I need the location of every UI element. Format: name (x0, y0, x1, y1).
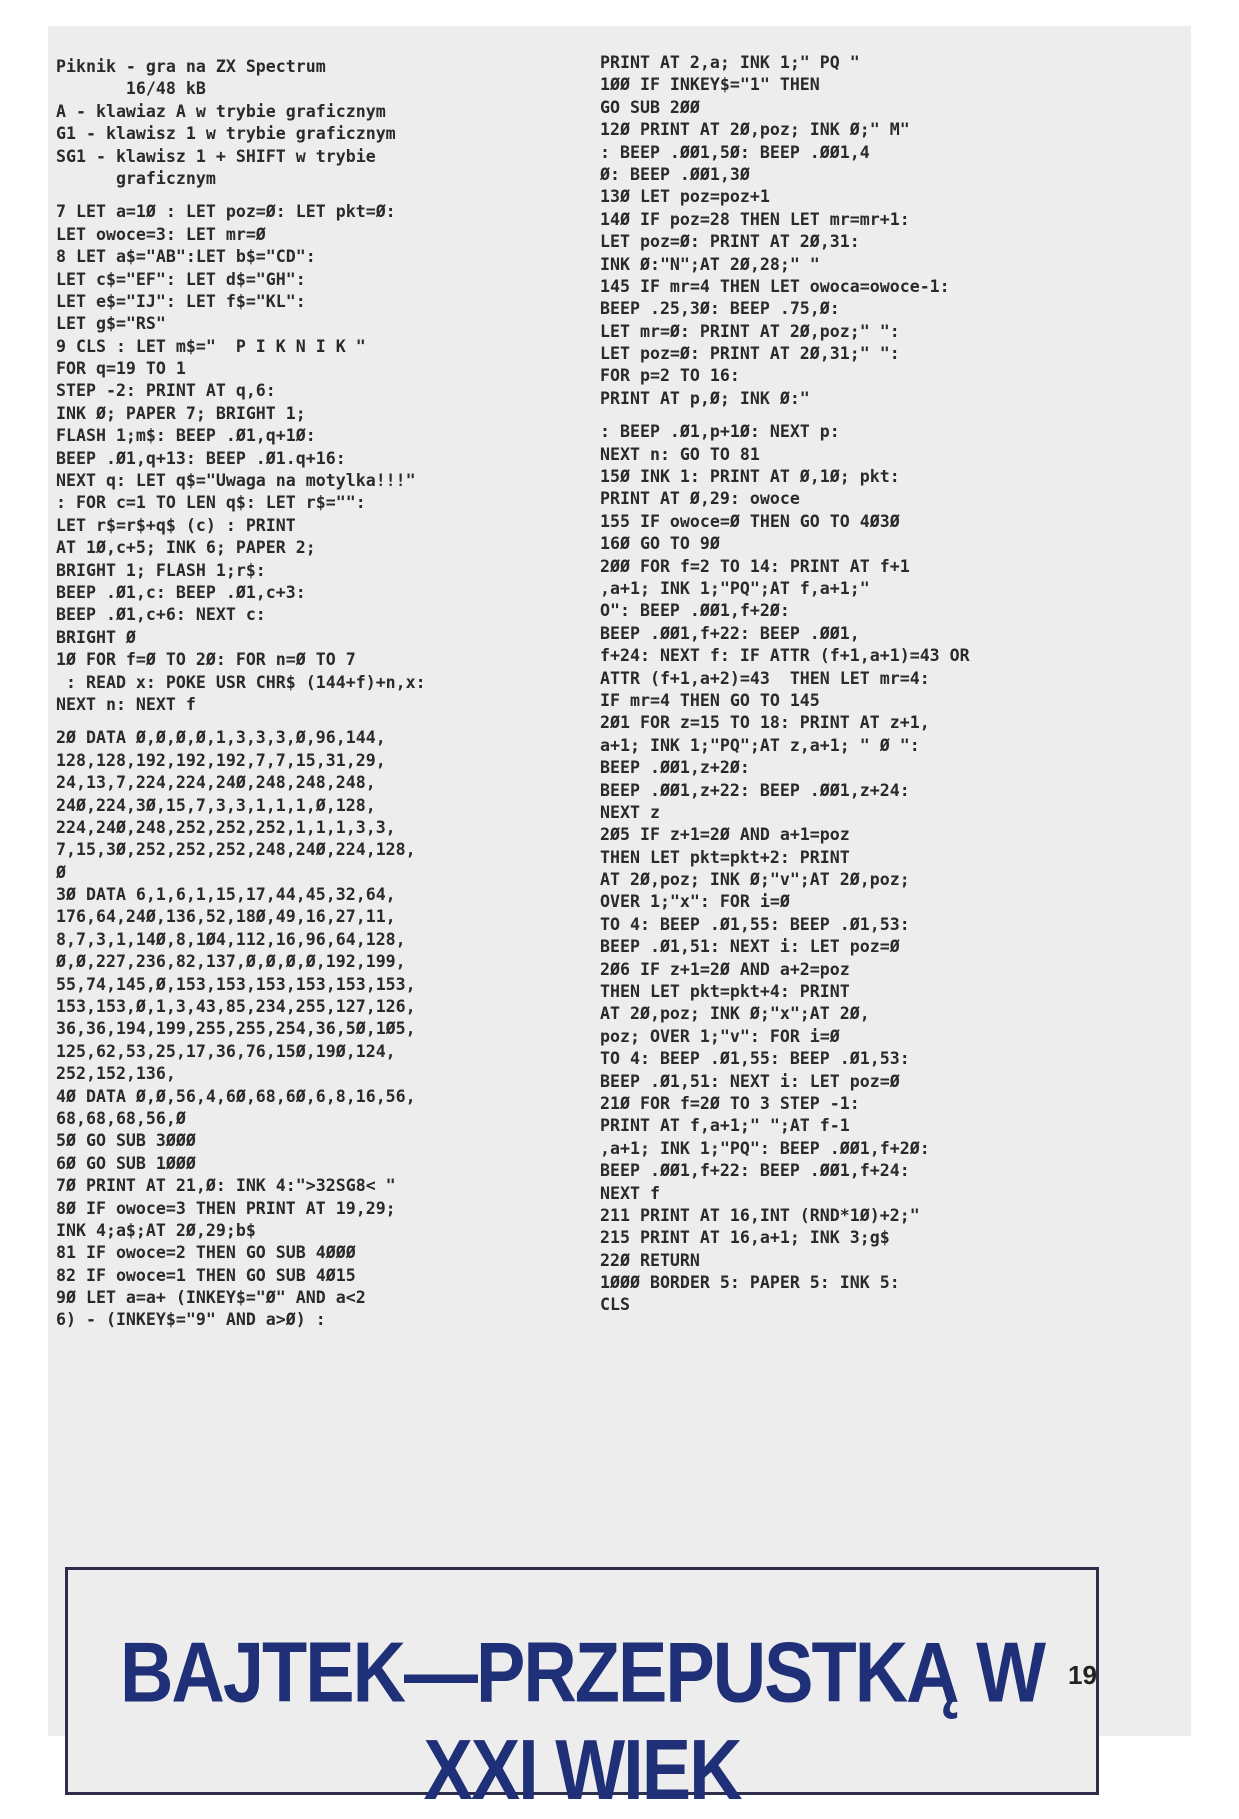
code-line: 128,128,192,192,192,7,7,15,31,29, (56, 750, 386, 770)
code-line: 155 IF owoce=Ø THEN GO TO 4Ø3Ø (600, 511, 900, 531)
code-line: 22Ø RETURN (600, 1250, 700, 1270)
code-line: BEEP .Ø1,51: NEXT i: LET poz=Ø (600, 1071, 900, 1091)
code-line: poz; OVER 1;"v": FOR i=Ø (600, 1026, 840, 1046)
code-line: TO 4: BEEP .Ø1,55: BEEP .Ø1,53: (600, 1049, 910, 1069)
code-line: PRINT AT 2,a; INK 1;" PQ " (600, 53, 860, 72)
code-line: FOR q=19 TO 1 (56, 359, 186, 379)
code-line: NEXT q: LET q$="Uwaga na motylka!!!" (56, 471, 416, 491)
code-line: LET e$="IJ": LET f$="KL": (56, 291, 306, 311)
code-line: BEEP .ØØ1,f+22: BEEP .ØØ1, (600, 623, 860, 643)
code-line: 21Ø FOR f=2Ø TO 3 STEP -1: (600, 1093, 860, 1113)
code-line: 1ØØØ BORDER 5: PAPER 5: INK 5: (600, 1273, 900, 1293)
code-line: BEEP .ØØ1,z+22: BEEP .ØØ1,z+24: (600, 780, 910, 800)
code-line: 15Ø INK 1: PRINT AT Ø,1Ø; pkt: (600, 467, 900, 487)
code-line: 12Ø PRINT AT 2Ø,poz; INK Ø;" M" (600, 120, 910, 140)
code-line: 6Ø GO SUB 1ØØØ (56, 1153, 196, 1173)
code-line: : BEEP .Ø1,p+1Ø: NEXT p: (600, 422, 840, 442)
blank-line (600, 410, 1120, 421)
code-line: 5Ø GO SUB 3ØØØ (56, 1131, 196, 1151)
code-line: 6) - (INKEY$="9" AND a>Ø) : (56, 1310, 326, 1330)
code-line: Ø: BEEP .ØØ1,3Ø (600, 164, 750, 184)
code-line: 2Ø5 IF z+1=2Ø AND a+1=poz (600, 825, 850, 845)
program-listing-right-column (600, 52, 1120, 1317)
code-line: INK Ø:"N";AT 2Ø,28;" " (600, 254, 820, 274)
code-line: 7,15,3Ø,252,252,252,248,24Ø,224,128, (56, 840, 416, 860)
code-line: LET r$=r$+q$ (c) : PRINT (56, 515, 296, 535)
code-line: 24,13,7,224,224,24Ø,248,248,248, (56, 773, 376, 793)
code-line: LET poz=Ø: PRINT AT 2Ø,31: (600, 232, 860, 252)
code-line: : READ x: POKE USR CHR$ (144+f)+n,x: (56, 672, 426, 692)
code-line: FOR p=2 TO 16: (600, 366, 740, 386)
code-line: IF mr=4 THEN GO TO 145 (600, 690, 820, 710)
code-line: LET g$="RS" (56, 314, 166, 334)
code-line: 68,68,68,56,Ø (56, 1108, 186, 1128)
blank-line (56, 190, 576, 201)
code-line: Ø (56, 862, 66, 882)
code-line: 252,152,136, (56, 1064, 176, 1084)
code-line: 24Ø,224,3Ø,15,7,3,3,1,1,1,Ø,128, (56, 795, 376, 815)
code-line: : BEEP .ØØ1,5Ø: BEEP .ØØ1,4 (600, 142, 870, 162)
code-line: BEEP .ØØ1,z+2Ø: (600, 758, 750, 778)
code-line: 215 PRINT AT 16,a+1; INK 3;g$ (600, 1228, 890, 1248)
page-number: 19 (1068, 1660, 1097, 1690)
code-line: INK Ø; PAPER 7; BRIGHT 1; (56, 403, 306, 423)
code-line: 1Ø FOR f=Ø TO 2Ø: FOR n=Ø TO 7 (56, 650, 356, 670)
code-line: AT 2Ø,poz; INK Ø;"x";AT 2Ø, (600, 1004, 870, 1024)
blank-line (56, 716, 576, 727)
code-line: 7Ø PRINT AT 21,Ø: INK 4:">32SG8< " (56, 1176, 396, 1196)
code-line: graficznym (56, 168, 216, 188)
code-line: BEEP .Ø1,c: BEEP .Ø1,c+3: (56, 582, 306, 602)
code-line: NEXT z (600, 802, 660, 822)
code-line: 16/48 kB (56, 79, 206, 99)
code-line: PRINT AT Ø,29: owoce (600, 489, 800, 509)
code-line: 2ØØ FOR f=2 TO 14: PRINT AT f+1 (600, 556, 910, 576)
code-line: 211 PRINT AT 16,INT (RND*1Ø)+2;" (600, 1205, 920, 1225)
code-line: Piknik - gra na ZX Spectrum (56, 57, 326, 76)
code-line: 81 IF owoce=2 THEN GO SUB 4ØØØ (56, 1243, 356, 1263)
code-line: PRINT AT p,Ø; INK Ø:" (600, 388, 810, 408)
code-line: : FOR c=1 TO LEN q$: LET r$="": (56, 493, 366, 513)
code-line: 176,64,24Ø,136,52,18Ø,49,16,27,11, (56, 907, 396, 927)
code-line: LET owoce=3: LET mr=Ø (56, 224, 266, 244)
code-line: 16Ø GO TO 9Ø (600, 534, 720, 554)
code-line: STEP -2: PRINT AT q,6: (56, 381, 276, 401)
code-line: BRIGHT 1; FLASH 1;r$: (56, 560, 266, 580)
code-line: 9Ø LET a=a+ (INKEY$="Ø" AND a<2 (56, 1288, 366, 1308)
code-line: NEXT n: GO TO 81 (600, 444, 760, 464)
code-line: THEN LET pkt=pkt+2: PRINT (600, 847, 850, 867)
program-listing-left-column (56, 56, 576, 1332)
code-line: SG1 - klawisz 1 + SHIFT w trybie (56, 146, 376, 166)
code-line: 145 IF mr=4 THEN LET owoca=owoce-1: (600, 276, 950, 296)
code-line: GO SUB 2ØØ (600, 97, 700, 117)
code-line: 9 CLS : LET m$=" P I K N I K " (56, 336, 366, 356)
code-line: FLASH 1;m$: BEEP .Ø1,q+1Ø: (56, 426, 316, 446)
code-line: LET poz=Ø: PRINT AT 2Ø,31;" ": (600, 344, 900, 364)
code-line: 2Ø6 IF z+1=2Ø AND a+2=poz (600, 959, 850, 979)
code-line: O": BEEP .ØØ1,f+2Ø: (600, 601, 790, 621)
code-line: 224,24Ø,248,252,252,252,1,1,1,3,3, (56, 817, 396, 837)
code-line: OVER 1;"x": FOR i=Ø (600, 892, 790, 912)
code-line: LET mr=Ø: PRINT AT 2Ø,poz;" ": (600, 321, 900, 341)
code-line: TO 4: BEEP .Ø1,55: BEEP .Ø1,53: (600, 914, 910, 934)
code-line: 4Ø DATA Ø,Ø,56,4,6Ø,68,6Ø,6,8,16,56, (56, 1086, 416, 1106)
code-line: 8,7,3,1,14Ø,8,1Ø4,112,16,96,64,128, (56, 929, 406, 949)
code-line: AT 1Ø,c+5; INK 6; PAPER 2; (56, 538, 316, 558)
code-line: 7 LET a=1Ø : LET poz=Ø: LET pkt=Ø: (56, 202, 396, 222)
code-line: PRINT AT f,a+1;" ";AT f-1 (600, 1116, 850, 1136)
code-line: LET c$="EF": LET d$="GH": (56, 269, 306, 289)
code-line: 8Ø IF owoce=3 THEN PRINT AT 19,29; (56, 1198, 396, 1218)
code-line: ,a+1; INK 1;"PQ": BEEP .ØØ1,f+2Ø: (600, 1138, 930, 1158)
code-line: 8 LET a$="AB":LET b$="CD": (56, 247, 316, 267)
code-line: BRIGHT Ø (56, 627, 136, 647)
code-line: A - klawiaz A w trybie graficznym (56, 101, 386, 121)
code-line: NEXT f (600, 1183, 660, 1203)
code-line: NEXT n: NEXT f (56, 694, 196, 714)
code-line: BEEP .Ø1,c+6: NEXT c: (56, 605, 266, 625)
code-line: 14Ø IF poz=28 THEN LET mr=mr+1: (600, 209, 910, 229)
code-line: G1 - klawisz 1 w trybie graficznym (56, 124, 396, 144)
code-line: AT 2Ø,poz; INK Ø;"v";AT 2Ø,poz; (600, 870, 910, 890)
code-line: a+1; INK 1;"PQ";AT z,a+1; " Ø ": (600, 735, 920, 755)
code-line: 55,74,145,Ø,153,153,153,153,153,153, (56, 974, 416, 994)
code-line: CLS (600, 1295, 630, 1315)
code-line: 125,62,53,25,17,36,76,15Ø,19Ø,124, (56, 1041, 396, 1061)
code-line: BEEP .25,3Ø: BEEP .75,Ø: (600, 299, 840, 319)
code-line: INK 4;a$;AT 2Ø,29;b$ (56, 1220, 256, 1240)
code-line: BEEP .Ø1,q+13: BEEP .Ø1.q+16: (56, 448, 346, 468)
code-line: THEN LET pkt=pkt+4: PRINT (600, 982, 850, 1002)
code-line: ,a+1; INK 1;"PQ";AT f,a+1;" (600, 578, 870, 598)
slogan-banner (65, 1567, 1099, 1818)
code-line: Ø,Ø,227,236,82,137,Ø,Ø,Ø,Ø,192,199, (56, 952, 406, 972)
banner-slogan: BAJTEK—PRZEPUSTKĄ W XXI WIEK (119, 1624, 1045, 1818)
code-line: f+24: NEXT f: IF ATTR (f+1,a+1)=43 OR (600, 646, 970, 666)
code-line: 82 IF owoce=1 THEN GO SUB 4Ø15 (56, 1265, 356, 1285)
code-line: 153,153,Ø,1,3,43,85,234,255,127,126, (56, 997, 416, 1017)
code-line: 2Ø1 FOR z=15 TO 18: PRINT AT z+1, (600, 713, 930, 733)
code-line: 2Ø DATA Ø,Ø,Ø,Ø,1,3,3,3,Ø,96,144, (56, 728, 386, 748)
code-line: 13Ø LET poz=poz+1 (600, 187, 770, 207)
code-line: 1ØØ IF INKEY$="1" THEN (600, 75, 820, 95)
code-line: 36,36,194,199,255,255,254,36,5Ø,1Ø5, (56, 1019, 416, 1039)
code-line: BEEP .ØØ1,f+22: BEEP .ØØ1,f+24: (600, 1161, 910, 1181)
code-line: ATTR (f+1,a+2)=43 THEN LET mr=4: (600, 668, 930, 688)
code-line: BEEP .Ø1,51: NEXT i: LET poz=Ø (600, 937, 900, 957)
code-line: 3Ø DATA 6,1,6,1,15,17,44,45,32,64, (56, 885, 396, 905)
